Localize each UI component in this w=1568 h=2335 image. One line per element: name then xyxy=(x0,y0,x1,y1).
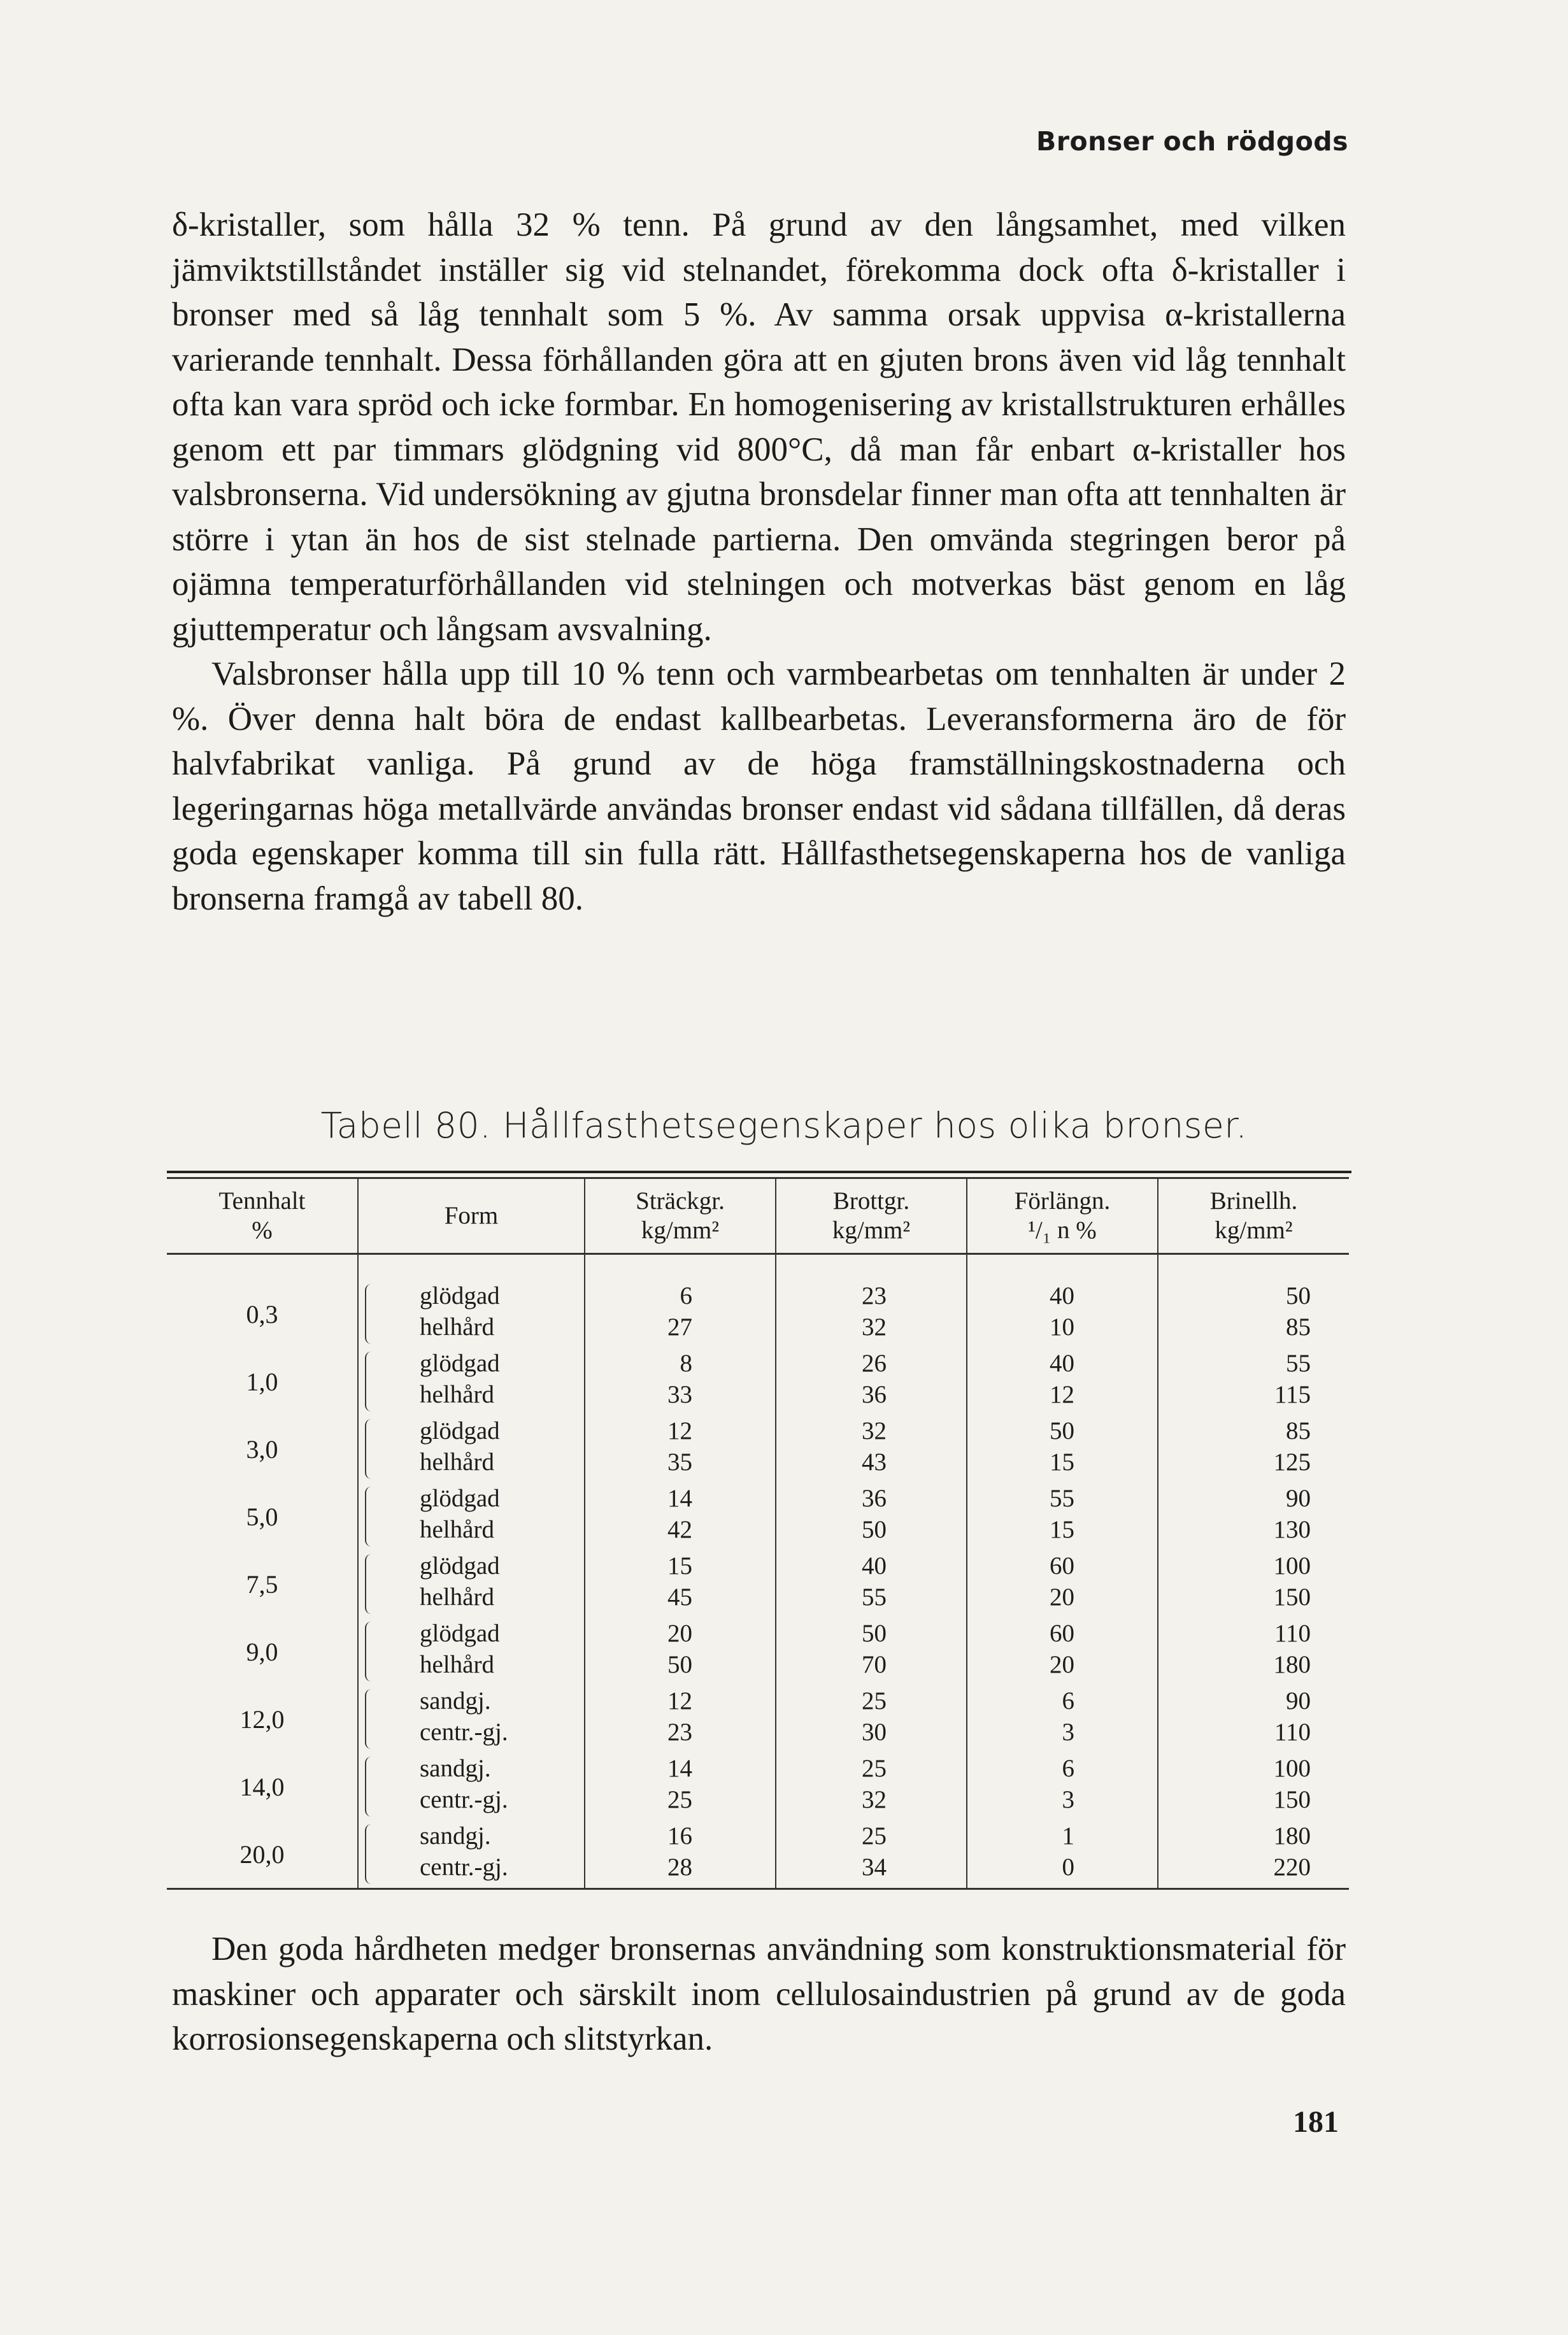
strackgr-value: 16 xyxy=(667,1822,692,1850)
forlangn-value: 50 xyxy=(1050,1417,1074,1445)
cell-forlangn xyxy=(967,1753,1158,1820)
brottgr-value: 50 xyxy=(862,1516,887,1543)
strackgr-value: 28 xyxy=(667,1853,692,1881)
cell-tennhalt: 12,0 xyxy=(239,1704,285,1734)
brottgr-value: 26 xyxy=(862,1350,887,1377)
brottgr-value: 32 xyxy=(862,1417,887,1445)
properties-table xyxy=(167,1177,1349,1890)
cell-strackgr xyxy=(585,1550,776,1618)
form-value: glödgad xyxy=(420,1350,500,1377)
cell-brottgr xyxy=(776,1483,967,1550)
brottgr-value: 32 xyxy=(862,1313,887,1341)
form-value: helhård xyxy=(420,1448,494,1476)
form-value: glödgad xyxy=(420,1620,500,1647)
brottgr-value: 25 xyxy=(862,1822,887,1850)
brinellh-value: 90 xyxy=(1286,1485,1311,1512)
table-row xyxy=(167,1280,1349,1348)
header-line: kg/mm² xyxy=(1215,1217,1293,1244)
strackgr-value: 35 xyxy=(667,1448,692,1476)
table-row xyxy=(167,1753,1349,1820)
header-brottgr xyxy=(776,1178,967,1254)
paragraph: Valsbronser hålla upp till 10 % tenn och varmbearbetas om tennhalten är under 2 %. Över denna halt böra de endast kallbearbetas. Leveransformerna äro de för halvfabrikat vanliga. På grund av de höga framställningskostnaderna och legeringarnas höga metallvärde användas bronser endast vid sådana tillfällen, då deras goda egenskaper komma till sin fulla rätt. Hållfasthetsegenskaperna hos de vanliga bronserna framgå av tabell 80. xyxy=(172,655,1346,917)
cell-brottgr xyxy=(776,1685,967,1753)
brinellh-value: 115 xyxy=(1274,1381,1311,1408)
forlangn-value: 10 xyxy=(1050,1313,1074,1341)
brinellh-value: 125 xyxy=(1273,1448,1311,1476)
form-value: helhård xyxy=(420,1381,494,1408)
cell-tennhalt: 9,0 xyxy=(246,1637,278,1666)
cell-form xyxy=(358,1348,585,1415)
cell-strackgr xyxy=(585,1753,776,1820)
brottgr-value: 40 xyxy=(862,1552,887,1580)
brace-bracket xyxy=(365,1622,375,1682)
header-form xyxy=(358,1178,585,1254)
brinellh-value: 90 xyxy=(1286,1687,1311,1715)
form-value: glödgad xyxy=(420,1282,500,1310)
cell-brottgr xyxy=(776,1348,967,1415)
cell-brinellh xyxy=(1158,1753,1349,1820)
brottgr-value: 55 xyxy=(862,1583,887,1611)
table-row xyxy=(167,1348,1349,1415)
strackgr-value: 14 xyxy=(667,1755,692,1782)
brinellh-value: 150 xyxy=(1273,1786,1311,1813)
cell-forlangn xyxy=(967,1415,1158,1483)
header-line: Sträckgr. xyxy=(636,1187,725,1215)
header-line: ¹/₁ n % xyxy=(1028,1217,1097,1244)
cell-brinellh xyxy=(1158,1685,1349,1753)
table-body xyxy=(167,1254,1349,1889)
form-value: centr.-gj. xyxy=(420,1853,508,1881)
header-line: Brottgr. xyxy=(832,1187,910,1215)
table-row xyxy=(167,1483,1349,1550)
forlangn-value: 55 xyxy=(1050,1485,1074,1512)
form-value: sandgj. xyxy=(420,1755,491,1782)
brinellh-value: 85 xyxy=(1286,1417,1311,1445)
cell-tennhalt: 14,0 xyxy=(239,1772,285,1801)
forlangn-value: 20 xyxy=(1050,1583,1074,1611)
brinellh-value: 50 xyxy=(1286,1282,1311,1310)
cell-forlangn xyxy=(967,1483,1158,1550)
spacer-cell xyxy=(358,1254,585,1281)
header-forlangn xyxy=(967,1178,1158,1254)
form-value: glödgad xyxy=(420,1485,500,1512)
strackgr-value: 14 xyxy=(667,1485,692,1512)
brace-bracket xyxy=(365,1284,375,1344)
brinellh-value: 110 xyxy=(1274,1620,1311,1647)
cell-strackgr xyxy=(585,1280,776,1348)
form-value: helhård xyxy=(420,1313,494,1341)
form-value: glödgad xyxy=(420,1552,500,1580)
brace-bracket xyxy=(365,1419,375,1479)
table-spacer-row xyxy=(167,1254,1349,1281)
form-value: helhård xyxy=(420,1651,494,1678)
cell-brottgr xyxy=(776,1280,967,1348)
form-value: helhård xyxy=(420,1516,494,1543)
forlangn-value: 0 xyxy=(1062,1853,1074,1881)
cell-strackgr xyxy=(585,1820,776,1889)
brinellh-value: 180 xyxy=(1273,1651,1311,1678)
brace-bracket xyxy=(365,1487,375,1546)
forlangn-value: 40 xyxy=(1050,1350,1074,1377)
brottgr-value: 34 xyxy=(862,1853,887,1881)
brace-bracket xyxy=(365,1689,375,1749)
paragraph: δ-kristaller, som hålla 32 % tenn. På grund av den långsamhet, med vilken jämviktstillståndet inställer sig vid stelnandet, förekomma dock ofta δ-kristaller i bronser med så låg tennhalt som 5 %. Av samma orsak uppvisa α-kristallerna varierande tennhalt. Dessa förhållanden göra att en gjuten brons även vid låg tennhalt ofta kan vara spröd och icke formbar. En homogenisering av kristallstrukturen erhålles genom ett par timmars glödgning vid 800°C, då man får enbart α-kristaller hos valsbronserna. Vid undersökning av gjutna bronsdelar finner man ofta att tennhalten är större i ytan än hos de sist stelnade partierna. Den omvända stegringen beror på ojämna temperaturförhållanden vid stelningen och motverkas bäst genom en låg gjuttemperatur och långsam avsvalning. xyxy=(172,206,1346,648)
table-top-rule xyxy=(167,1171,1351,1173)
form-value: sandgj. xyxy=(420,1822,491,1850)
cell-form xyxy=(358,1820,585,1889)
cell-strackgr xyxy=(585,1685,776,1753)
cell-forlangn xyxy=(967,1820,1158,1889)
cell-forlangn xyxy=(967,1550,1158,1618)
cell-brinellh xyxy=(1158,1820,1349,1889)
cell-tennhalt: 20,0 xyxy=(167,1820,358,1889)
strackgr-value: 6 xyxy=(680,1282,692,1310)
forlangn-value: 60 xyxy=(1050,1620,1074,1647)
brottgr-value: 23 xyxy=(862,1282,887,1310)
brottgr-value: 30 xyxy=(862,1718,887,1746)
cell-forlangn xyxy=(967,1348,1158,1415)
brottgr-value: 50 xyxy=(862,1620,887,1647)
intro-text xyxy=(172,203,1346,921)
spacer-cell xyxy=(776,1254,967,1281)
running-header: Bronser och rödgods xyxy=(1036,126,1348,157)
header-brinellh xyxy=(1158,1178,1349,1254)
cell-brottgr xyxy=(776,1753,967,1820)
strackgr-value: 45 xyxy=(667,1583,692,1611)
cell-tennhalt: 3,0 xyxy=(246,1434,278,1464)
cell-form xyxy=(358,1280,585,1348)
brace-bracket xyxy=(365,1554,375,1614)
form-value: sandgj. xyxy=(420,1687,491,1715)
brinellh-value: 180 xyxy=(1273,1822,1311,1850)
brottgr-value: 43 xyxy=(862,1448,887,1476)
strackgr-value: 27 xyxy=(667,1313,692,1341)
forlangn-value: 15 xyxy=(1050,1448,1074,1476)
forlangn-value: 20 xyxy=(1050,1651,1074,1678)
brace-bracket xyxy=(365,1824,375,1884)
brinellh-value: 110 xyxy=(1274,1718,1311,1746)
header-strackgr xyxy=(585,1178,776,1254)
brace-bracket xyxy=(365,1757,375,1817)
header-line: Brinellh. xyxy=(1209,1187,1298,1215)
cell-brottgr xyxy=(776,1618,967,1685)
form-value: centr.-gj. xyxy=(420,1786,508,1813)
brottgr-value: 25 xyxy=(862,1755,887,1782)
cell-tennhalt: 0,3 xyxy=(246,1299,278,1329)
form-value: centr.-gj. xyxy=(420,1718,508,1746)
table-row xyxy=(167,1618,1349,1685)
strackgr-value: 12 xyxy=(667,1687,692,1715)
strackgr-value: 42 xyxy=(667,1516,692,1543)
header-tennhalt xyxy=(167,1178,358,1254)
strackgr-value: 12 xyxy=(667,1417,692,1445)
cell-forlangn xyxy=(967,1280,1158,1348)
cell-strackgr xyxy=(585,1348,776,1415)
cell-form xyxy=(358,1550,585,1618)
header-line: kg/mm² xyxy=(832,1217,911,1244)
page-number: 181 xyxy=(1293,2105,1339,2139)
brace-bracket xyxy=(365,1352,375,1411)
brottgr-value: 25 xyxy=(862,1687,887,1715)
brottgr-value: 36 xyxy=(862,1485,887,1512)
spacer-cell xyxy=(167,1254,358,1281)
header-line: kg/mm² xyxy=(641,1217,720,1244)
forlangn-value: 6 xyxy=(1062,1687,1074,1715)
forlangn-value: 6 xyxy=(1062,1755,1074,1782)
cell-brinellh xyxy=(1158,1483,1349,1550)
brottgr-value: 32 xyxy=(862,1786,887,1813)
cell-brinellh xyxy=(1158,1348,1349,1415)
brottgr-value: 36 xyxy=(862,1381,887,1408)
forlangn-value: 40 xyxy=(1050,1282,1074,1310)
forlangn-value: 15 xyxy=(1050,1516,1074,1543)
strackgr-value: 33 xyxy=(667,1381,692,1408)
outro-text xyxy=(172,1927,1346,2062)
table-row xyxy=(167,1550,1349,1618)
header-line: Förlängn. xyxy=(1014,1187,1111,1215)
forlangn-value: 1 xyxy=(1062,1822,1074,1850)
cell-tennhalt: 5,0 xyxy=(246,1502,278,1531)
spacer-cell xyxy=(585,1254,776,1281)
brinellh-value: 130 xyxy=(1273,1516,1311,1543)
strackgr-value: 50 xyxy=(667,1651,692,1678)
header-line: % xyxy=(252,1217,273,1244)
form-value: glödgad xyxy=(420,1417,500,1445)
cell-tennhalt: 7,5 xyxy=(246,1569,278,1599)
strackgr-value: 8 xyxy=(680,1350,692,1377)
table-row xyxy=(167,1820,1349,1889)
brinellh-value: 85 xyxy=(1286,1313,1311,1341)
cell-strackgr xyxy=(585,1618,776,1685)
strackgr-value: 20 xyxy=(667,1620,692,1647)
cell-form xyxy=(358,1483,585,1550)
strackgr-value: 15 xyxy=(667,1552,692,1580)
cell-form xyxy=(358,1685,585,1753)
forlangn-value: 60 xyxy=(1050,1552,1074,1580)
forlangn-value: 3 xyxy=(1062,1718,1074,1746)
brinellh-value: 100 xyxy=(1273,1552,1311,1580)
cell-brottgr xyxy=(776,1415,967,1483)
header-line: Tennhalt xyxy=(218,1187,306,1215)
table-header-row xyxy=(167,1178,1349,1254)
brottgr-value: 70 xyxy=(862,1651,887,1678)
cell-form xyxy=(358,1618,585,1685)
brinellh-value: 220 xyxy=(1273,1853,1311,1881)
cell-brinellh xyxy=(1158,1550,1349,1618)
cell-forlangn xyxy=(967,1685,1158,1753)
cell-form xyxy=(358,1415,585,1483)
brinellh-value: 55 xyxy=(1286,1350,1311,1377)
cell-brinellh xyxy=(1158,1415,1349,1483)
cell-brottgr xyxy=(776,1820,967,1889)
forlangn-value: 3 xyxy=(1062,1786,1074,1813)
table-row xyxy=(167,1415,1349,1483)
brinellh-value: 100 xyxy=(1273,1755,1311,1782)
paragraph: Den goda hårdheten medger bronsernas användning som konstruktionsmaterial för maskiner och apparater och särskilt inom cellulosaindustrien på grund av de goda korrosionsegenskaperna och slitstyrkan. xyxy=(172,1931,1346,2057)
cell-brottgr xyxy=(776,1550,967,1618)
forlangn-value: 12 xyxy=(1050,1381,1074,1408)
spacer-cell xyxy=(1158,1254,1349,1281)
cell-strackgr xyxy=(585,1415,776,1483)
form-value: helhård xyxy=(420,1583,494,1611)
table-caption: Tabell 80. Hållfasthetsegenskaper hos olika bronser. xyxy=(320,1105,1248,1146)
brinellh-value: 150 xyxy=(1273,1583,1311,1611)
cell-form xyxy=(358,1753,585,1820)
strackgr-value: 23 xyxy=(667,1718,692,1746)
cell-brinellh xyxy=(1158,1280,1349,1348)
header-line: Form xyxy=(444,1202,499,1229)
cell-brinellh xyxy=(1158,1618,1349,1685)
table-row xyxy=(167,1685,1349,1753)
cell-strackgr xyxy=(585,1483,776,1550)
spacer-cell xyxy=(967,1254,1158,1281)
strackgr-value: 25 xyxy=(667,1786,692,1813)
cell-forlangn xyxy=(967,1618,1158,1685)
cell-tennhalt: 1,0 xyxy=(246,1367,278,1396)
